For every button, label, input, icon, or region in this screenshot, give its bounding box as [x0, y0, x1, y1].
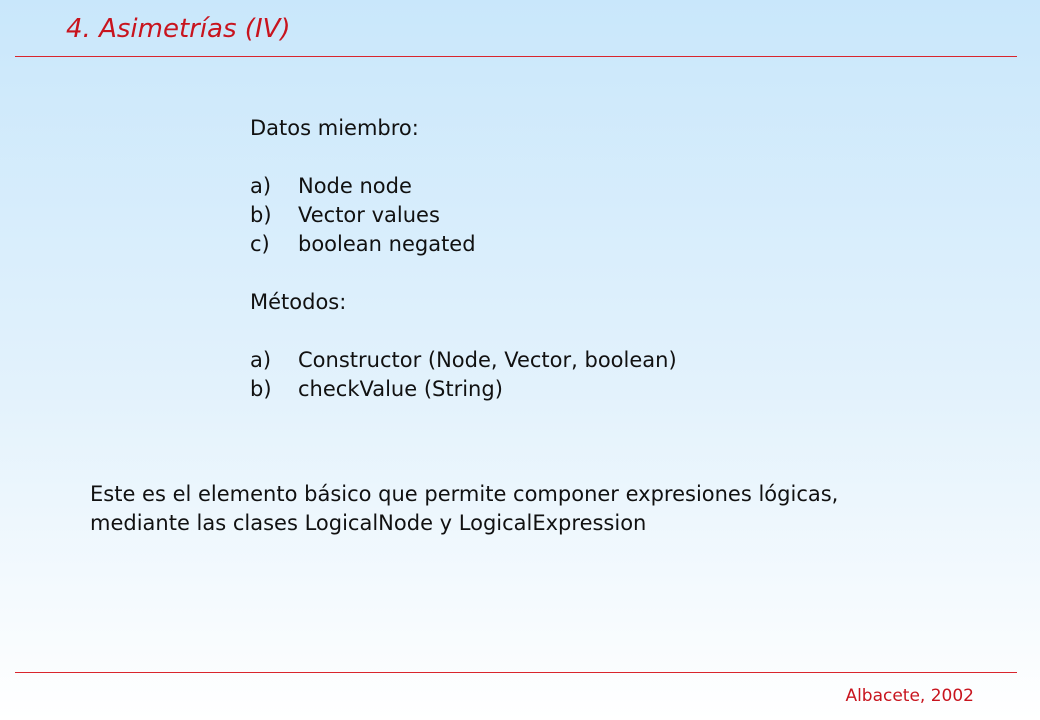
list-marker: c): [250, 232, 270, 256]
list-item: [250, 375, 677, 404]
list-item: [250, 230, 677, 259]
slide-title: 4. Asimetrías (IV): [66, 14, 291, 44]
description-text: [90, 480, 838, 538]
list-marker: b): [250, 203, 272, 227]
list-item-text: Constructor (Node, Vector, boolean): [298, 348, 677, 372]
members-heading: Datos miembro:: [250, 116, 419, 140]
footer-credit: Albacete, 2002: [845, 686, 974, 706]
methods-list: [250, 346, 677, 404]
list-item: [250, 172, 677, 201]
list-item-text: Node node: [298, 174, 412, 198]
list-marker: b): [250, 377, 272, 401]
members-list: [250, 172, 677, 259]
list-item-text: boolean negated: [298, 232, 476, 256]
list-item-text: checkValue (String): [298, 377, 503, 401]
list-marker: a): [250, 174, 272, 198]
list-item: [250, 346, 677, 375]
list-item: [250, 201, 677, 230]
bottom-divider: [15, 672, 1017, 673]
top-divider: [15, 56, 1017, 57]
methods-heading: Métodos:: [250, 290, 347, 314]
slide-body: [250, 114, 677, 404]
list-item-text: Vector values: [298, 203, 440, 227]
description-line: Este es el elemento básico que permite componer expresiones lógicas,: [90, 482, 839, 506]
description-line: mediante las clases LogicalNode y LogicalExpression: [90, 511, 647, 535]
list-marker: a): [250, 348, 272, 372]
